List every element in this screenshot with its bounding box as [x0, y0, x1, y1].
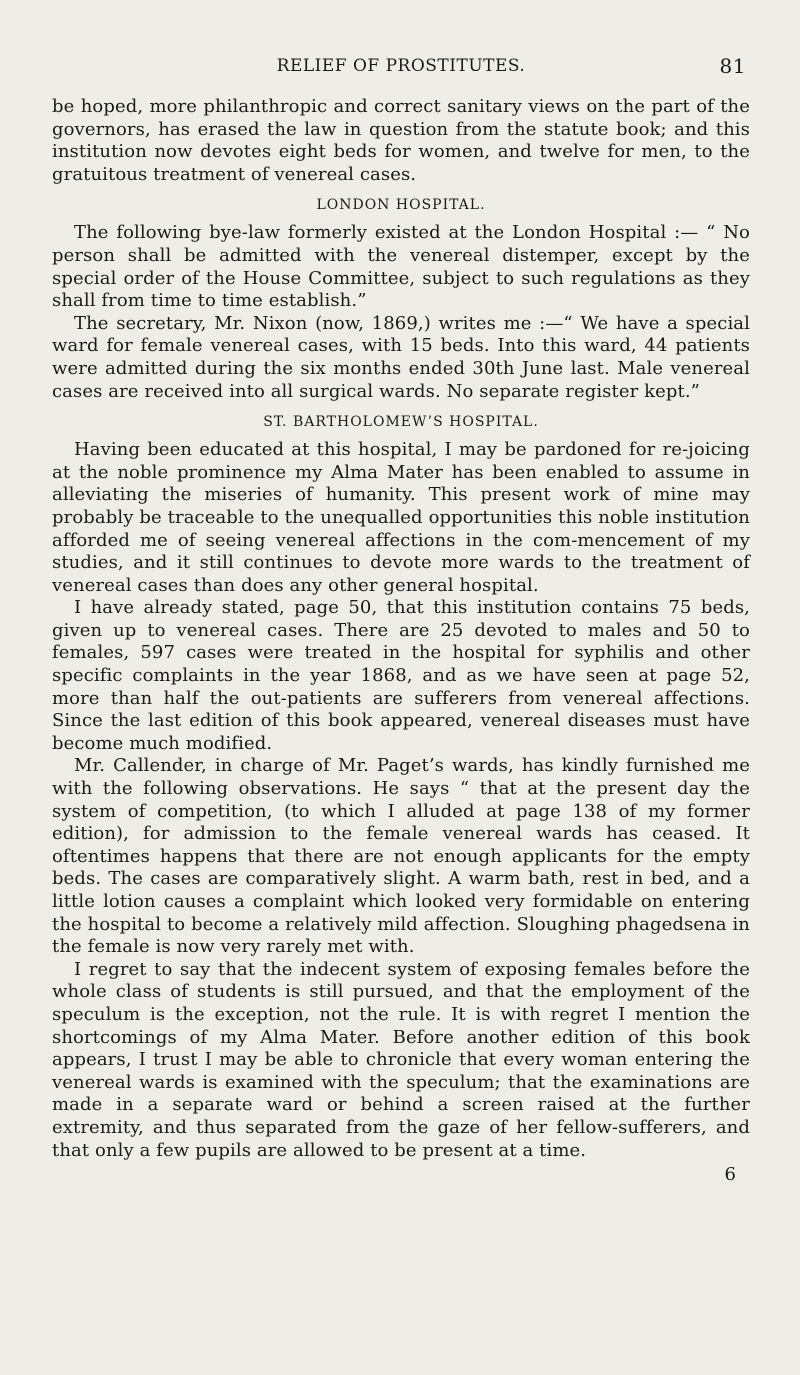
page-number: 81 [719, 54, 746, 78]
signature-mark: 6 [724, 1164, 736, 1186]
paragraph-bye-law: The following bye-law formerly existed at the London Hospital :— “ No person shall be admitted with the venereal distemper, except by the special order of the House Committee, subject to such regulations as they shall from time to time establish.” [52, 222, 750, 312]
running-head-title: RELIEF OF PROSTITUTES. [276, 56, 526, 76]
paragraph-alma-mater: Having been educated at this hospital, I may be pardoned for re-joicing at the noble prominence my Alma Mater has been enabled to assume in alleviating the miseries of humanity. This present work of mine may probably be traceable to the unequalled opportunities this noble institution afforded me of seeing venereal affections in the com-mencement of my studies, and it still continues to devote more wards to the treatment of venereal cases than does any other general hospital. [52, 439, 750, 596]
section-heading-london-hospital: LONDON HOSPITAL. [316, 197, 486, 214]
paragraph-regret: I regret to say that the indecent system of exposing females before the whole class of students is still pursued, and that the employment of the speculum is the exception, not the rule. It is with regret I mention the shortcomings of my Alma Mater. Before another edition of this book appears, I trust I may be able to chronicle that every woman entering the venereal wards is examined with the speculum; that the examinations are made in a separate ward or behind a screen raised at the further extremity, and thus separated from the gaze of her fellow-sufferers, and that only a few pupils are allowed to be present at a time. [52, 958, 750, 1161]
paragraph-beds: I have already stated, page 50, that this institution contains 75 beds, given up to venereal cases. There are 25 devoted to males and 50 to females, 597 cases were treated in the hospital for syphilis and other specific complaints in the year 1868, and as we have seen at page 52, more than half the out-patients are sufferers from venereal affections. Since the last edition of this book appeared, venereal diseases must have become much modified. [52, 597, 750, 754]
intro-paragraph: be hoped, more philanthropic and correct sanitary views on the part of the governors, has erased the law in question from the statute book; and this institution now devotes eight beds for women, and twelve for men, to the gratuitous treatment of venereal cases. [52, 96, 750, 185]
running-head [52, 56, 750, 82]
paragraph-callender: Mr. Callender, in charge of Mr. Paget’s wards, has kindly furnished me with the following observations. He says “ that at the present day the system of competition, (to which I alluded at page 138 of my former edition), for admission to the female venereal wards has ceased. It oftentimes happens that there are not enough applicants for the empty beds. The cases are comparatively slight. A warm bath, rest in bed, and a little lotion causes a complaint which looked very formidable on entering the hospital to become a relatively mild affection. Sloughing phagedsena in the female is now very rarely met with. [52, 755, 750, 958]
section-heading-st-bartholomews: ST. BARTHOLOMEW’S HOSPITAL. [263, 414, 539, 431]
book-page [52, 56, 750, 1186]
body-text [52, 96, 750, 1186]
paragraph-secretary: The secretary, Mr. Nixon (now, 1869,) writes me :—“ We have a special ward for female venereal cases, with 15 beds. Into this ward, 44 patients were admitted during the six months ended 30th June last. Male venereal cases are received into all surgical wards. No separate register kept.” [52, 312, 750, 402]
